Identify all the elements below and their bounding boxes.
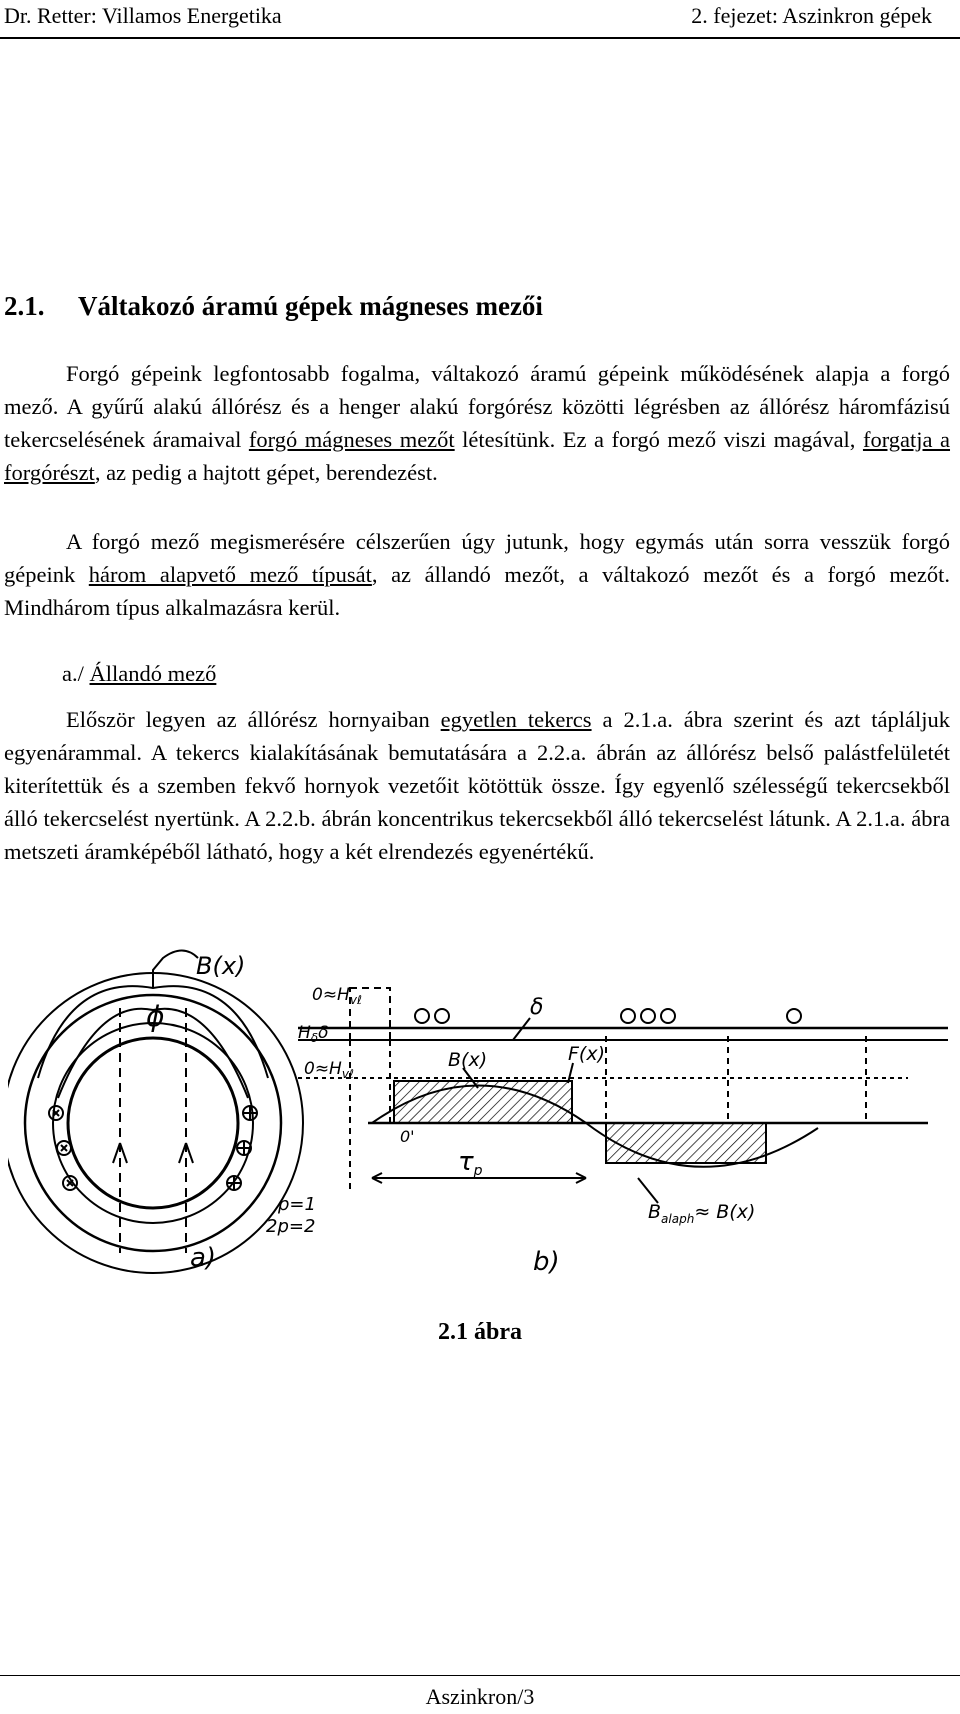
cond-b-5 xyxy=(661,1009,675,1023)
label-p1: p=1 xyxy=(278,1194,316,1215)
section-heading xyxy=(4,291,543,322)
section-title: Váltakozó áramú gépek mágneses mezői xyxy=(78,291,543,321)
para1-underline-1: forgó mágneses mezőt xyxy=(248,427,455,452)
footer-rule xyxy=(0,1675,960,1676)
para3-underline-1: egyetlen tekercs xyxy=(440,707,592,732)
rotor-outer-circle xyxy=(53,1023,253,1223)
label-bx-top: B(x) xyxy=(196,952,246,980)
mmf-hatched-block xyxy=(394,1081,572,1123)
balap-pointer xyxy=(638,1178,658,1203)
label-a: a) xyxy=(190,1243,217,1273)
bx-pointer xyxy=(153,951,198,989)
mmf-hatched-negative xyxy=(606,1123,766,1163)
cond-b-4 xyxy=(641,1009,655,1023)
paragraph-2 xyxy=(4,525,950,624)
paragraph-1 xyxy=(4,357,950,489)
developed-diagram xyxy=(298,988,948,1203)
cond-b-2 xyxy=(435,1009,449,1023)
rotor-inner-circle xyxy=(68,1038,238,1208)
label-2p2: 2p=2 xyxy=(266,1216,316,1237)
label-phi: ϕ xyxy=(146,1000,165,1033)
label-balap: $B_{alaph}\approx B(x)$ xyxy=(648,1201,756,1226)
para1-text-2: létesítünk. Ez a forgó mező viszi magával, xyxy=(454,427,863,452)
cond-b-6 xyxy=(787,1009,801,1023)
figure-2-1 xyxy=(8,948,954,1288)
header-rule xyxy=(0,37,960,39)
para3-text-1: Először legyen az állórész hornyaiban xyxy=(66,707,441,732)
para3-text-2: a 2.1.a. ábra szerint és azt tápláljuk egyenárammal. A tekercs kialakításának bemutatására a 2.2.a. ábrán az állórész belső palástfelületét kiterítettük és a szemben fekvő hornyok vezetőit kötöttük össze. Így egyenlő szélességű tekercsekből álló tekercselést nyertünk. A 2.2.b. ábrán koncentrikus tekercsekből álló tekercselést látunk. A 2.1.a. ábra metszeti áramképéből látható, hogy a két elrendezés egyenértékű. xyxy=(4,707,951,864)
label-delta: δ xyxy=(530,995,544,1020)
para2-text-2: , az állandó mezőt, a váltakozó mezőt és a forgó mezőt. Mindhárom típus alkalmazásra kerül. xyxy=(4,562,950,620)
paragraph-3 xyxy=(4,703,950,868)
para2-underline-1: három alapvető mező típusát xyxy=(88,562,372,587)
figure-drawing xyxy=(8,948,954,1288)
header-left: Dr. Retter: Villamos Energetika xyxy=(4,3,282,28)
page-header xyxy=(0,0,960,40)
label-h-top: $0\approx H_{v\ell}$ xyxy=(312,985,362,1007)
subsection-prefix: a./ xyxy=(62,661,90,686)
label-bx: B(x) xyxy=(448,1049,488,1071)
para1-text-1: Forgó gépeink legfontosabb fogalma, váltakozó áramú gépeink működésének alapja a forgó mező. A gyűrű alakú állórész és a henger alakú forgórész közötti légrésben az állórész háromfázisú tekercselésének áramaival xyxy=(4,361,950,452)
subsection-heading xyxy=(62,661,216,687)
label-b: b) xyxy=(533,1247,560,1277)
cond-b-1 xyxy=(415,1009,429,1023)
label-origin: 0' xyxy=(400,1127,415,1146)
figure-caption: 2.1 ábra xyxy=(438,1319,522,1345)
section-number: 2.1. xyxy=(4,291,45,321)
stator-inner-circle xyxy=(25,995,281,1251)
para2-text-1: A forgó mező megismerésére célszerűen úgy jutunk, hogy egymás után sorra vesszük forgó gépeink xyxy=(4,529,950,587)
para1-text-3: , az pedig a hajtott gépet, berendezést. xyxy=(94,460,438,485)
machine-cross-section xyxy=(8,951,303,1274)
label-h-mid: $H_\delta\delta$ xyxy=(298,1023,329,1045)
header-right: 2. fejezet: Aszinkron gépek xyxy=(691,3,932,28)
para1-underline-2: forgatja a forgórészt xyxy=(4,427,951,485)
label-fx: F(x) xyxy=(568,1043,605,1065)
label-tau: τp xyxy=(458,1147,483,1179)
label-h-bot: $0\approx H_{v\ell}$ xyxy=(304,1059,354,1081)
page-footer: Aszinkron/3 xyxy=(425,1684,535,1709)
subsection-title: Állandó mező xyxy=(89,661,217,686)
cond-b-3 xyxy=(621,1009,635,1023)
